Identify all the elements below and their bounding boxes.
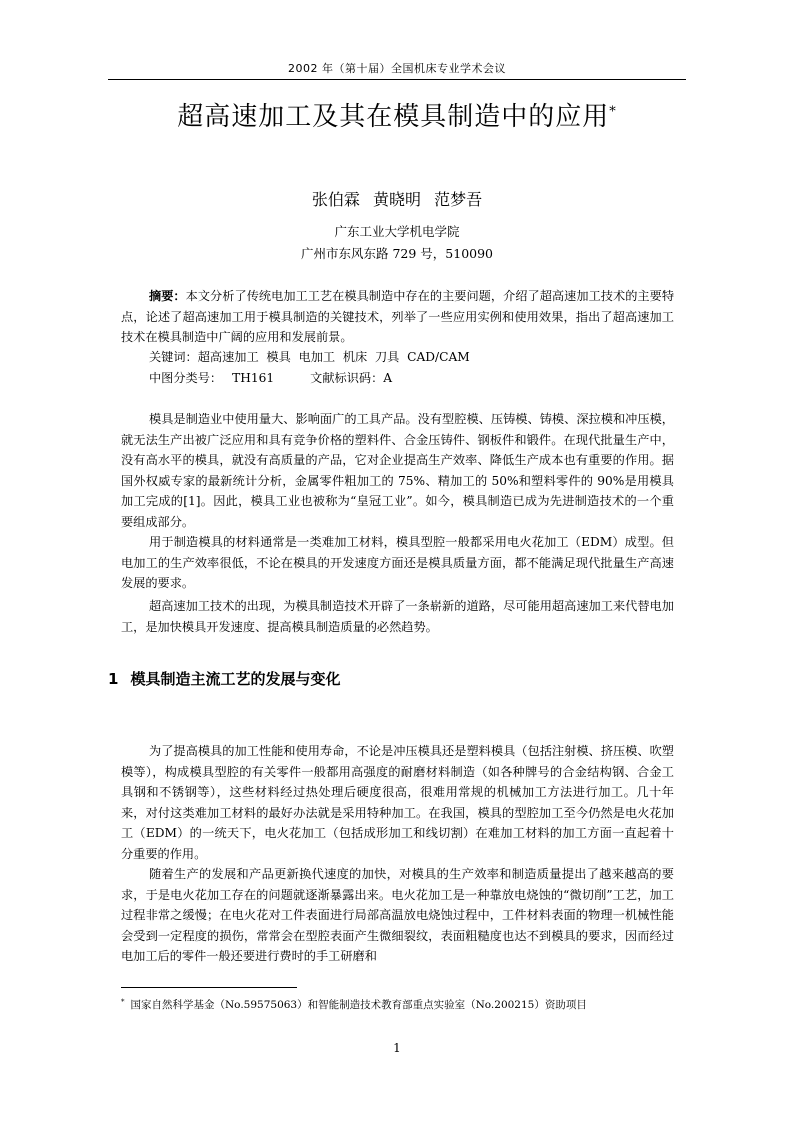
section-heading (108, 668, 340, 689)
section-paragraph: 为了提高模具的加工性能和使用寿命，不论是冲压模具还是塑料模具（包括注射模、挤压模、吹塑模等），构成模具型腔的有关零件一般都用高强度的耐磨材料制造（如各种牌号的合金结构钢、合金工具钢和不锈钢等），这些材料经过热处理后硬度很高，很难用常规的机械加工方法进行加工。几十年来，对付这类难加工材料的最好办法就是采用特种加工。在我国，模具的型腔加工至今仍然是电火花加工（EDM）的一统天下，电火花加工（包括成形加工和线切割）在难加工材料的加工方面一直起着十分重要的作用。 (121, 744, 674, 861)
authors: 张伯霖 黄晓明 范梦吾 (311, 190, 483, 209)
running-header: 2002 年（第十届）全国机床专业学术会议 (288, 62, 506, 75)
intro-paragraph: 超高速加工技术的出现，为模具制造技术开辟了一条崭新的道路，尽可能用超高速加工来代替电加工，是加快模具开发速度、提高模具制造质量的必然趋势。 (121, 599, 674, 634)
classification-value: TH161 (232, 371, 275, 385)
doc-code-value: A (383, 371, 393, 385)
title-footnote-mark: * (609, 104, 617, 120)
keywords-label: 关键词： (149, 350, 198, 364)
footnote-mark: * (121, 997, 125, 1006)
title-text: 超高速加工及其在模具制造中的应用 (177, 102, 610, 132)
section-number: 1 (108, 670, 119, 688)
header-rule (108, 79, 686, 80)
keywords-text: 超高速加工 模具 电加工 机床 刀具 CAD/CAM (197, 350, 470, 364)
footnote-rule (121, 987, 297, 988)
keywords (149, 348, 470, 365)
intro-paragraph: 用于制造模具的材料通常是一类难加工材料，模具型腔一般都采用电火花加工（EDM）成型。但电加工的生产效率很低，不论在模具的开发速度方面还是模具质量方面，都不能满足现代批量生产高速发展的要求。 (121, 535, 674, 590)
abstract-label: 摘要： (149, 289, 186, 303)
footnote-text: 国家自然科学基金（No.59575063）和智能制造技术教育部重点实验室（No.200215）资助项目 (130, 999, 587, 1011)
affiliation: 广东工业大学机电学院 (334, 224, 460, 239)
section-title: 模具制造主流工艺的发展与变化 (130, 670, 341, 688)
footnote (121, 997, 587, 1012)
address: 广州市东风东路 729 号，510090 (300, 246, 494, 261)
classification (149, 369, 392, 386)
abstract (121, 286, 674, 348)
doc-code-label: 文献标识码： (310, 371, 384, 385)
page-number: 1 (393, 1041, 401, 1055)
paper-title (0, 96, 794, 133)
classification-label: 中图分类号： (149, 371, 223, 385)
abstract-text: 本文分析了传统电加工工艺在模具制造中存在的主要问题，介绍了超高速加工技术的主要特点，论述了超高速加工用于模具制造的关键技术，列举了一些应用实例和使用效果，指出了超高速加工技术在模具制造中广阔的应用和发展前景。 (121, 289, 675, 344)
section-paragraph: 随着生产的发展和产品更新换代速度的加快，对模具的生产效率和制造质量提出了越来越高的要求，于是电火花加工存在的问题就逐渐暴露出来。电火花加工是一种靠放电烧蚀的“微切削”工艺，加工过程非常之缓慢；在电火花对工件表面进行局部高温放电烧蚀过程中，工件材料表面的物理一机械性能会受到一定程度的损伤，常常会在型腔表面产生微细裂纹，表面粗糙度也达不到模具的要求，因而经过电加工后的零件一般还要进行费时的手工研磨和 (121, 867, 674, 963)
intro-paragraph: 模具是制造业中使用量大、影响面广的工具产品。没有型腔模、压铸模、铸模、深拉模和冲压模，就无法生产出被广泛应用和具有竞争价格的塑料件、合金压铸件、钢板件和锻件。在现代批量生产中，没有高水平的模具，就没有高质量的产品，它对企业提高生产效率、降低生产成本也有重要的作用。据国外权威专家的最新统计分析，金属零件粗加工的 75%、精加工的 50%和塑料零件的 90%是用模具加工完成的[1]。因此，模具工业也被称为“皇冠工业”。如今，模具制造已成为先进制造技术的一个重要组成部分。 (121, 412, 674, 529)
